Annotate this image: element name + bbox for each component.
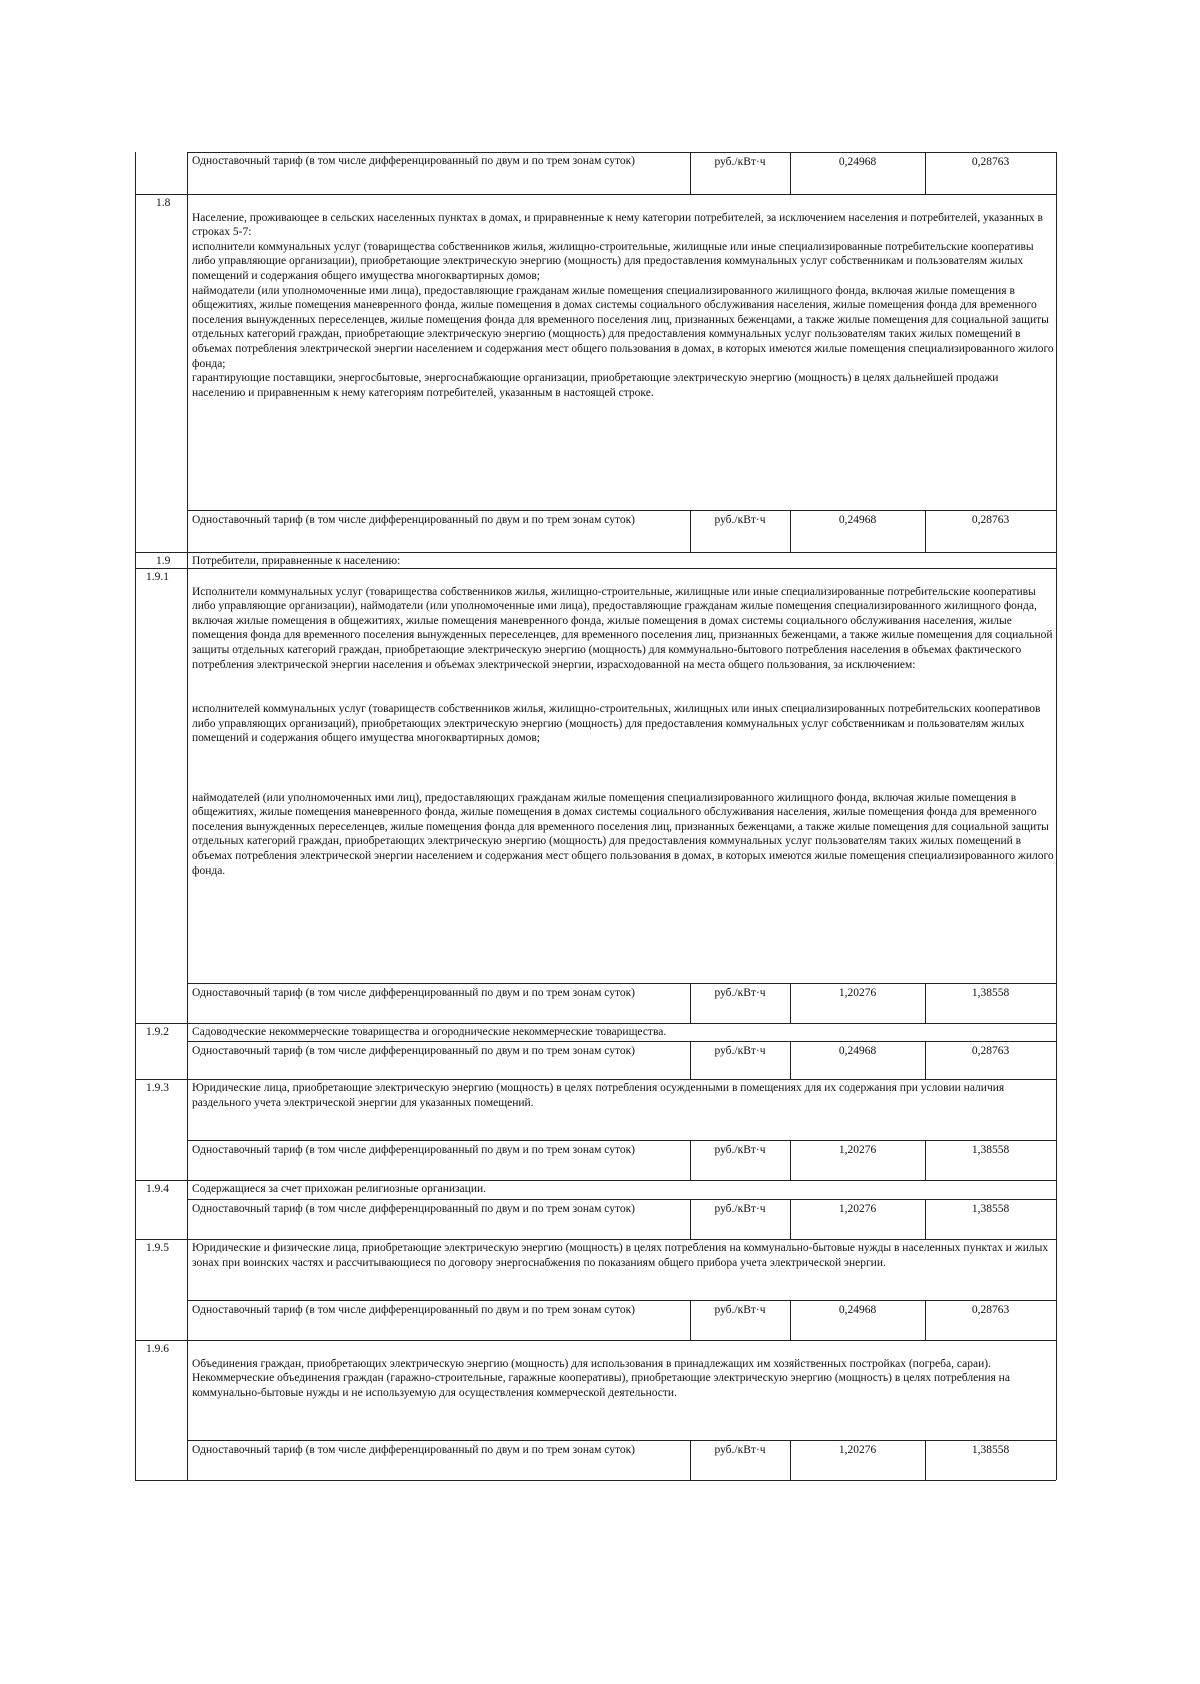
row-text-part: наймодателей (или уполномоченных ими лиц), предоставляющих гражданам жилые помещения специализированного жилищного фонда, включая жилые помещения в общежитиях, жилые помещения маневренного фонда, жилые помещения в домах системы социального обслуживания населения, жилые помещения фонда для временного поселения вынужденных переселенцев, жилые помещения фонда для временного поселения лиц, признанных беженцами, а также жилые помещения для социальной защиты отдельных категорий граждан, приобретающих электрическую энергию (мощность) для предоставления коммунальных услуг пользователям таких жилых помещений в объемах потребления электрической энергии населением и содержания мест общего пользования в домах, в которых имеются жилые помещения специализированного жилого фонда. [192,791,1054,877]
tariff-value-1: 1,20276 [838,1144,877,1156]
row-text-part: наймодатели (или уполномоченные ими лица), предоставляющие гражданам жилые помещения специализированного жилищного фонда, включая жилые помещения в общежитиях, жилые помещения маневренного фонда, жилые помещения в домах системы социального обслуживания населения, жилые помещения фонда для временного поселения вынужденных переселенцев, жилые помещения фонда для временного поселения лиц, признанных беженцами, а также жилые помещения для социальной защиты отдельных категорий граждан, приобретающие электрическую энергию (мощность) для предоставления коммунальных услуг пользователям таких жилых помещений в объемах потребления электрической энергии населением и содержания мест общего пользования в домах, в которых имеются жилые помещения специализированного жилого фонда; [192,284,1054,370]
row-text-part: Объединения граждан, приобретающих электрическую энергию (мощность) для использования в принадлежащих им хозяйственных постройках (погреба, сараи). [192,1357,991,1370]
row-rule [135,1239,1056,1240]
row-text: Содержащиеся за счет прихожан религиозные организации. [192,1183,486,1195]
row-text [192,570,1054,893]
row-number: 1.9.2 [146,1026,169,1038]
row-number: 1.9.1 [146,571,169,583]
tariff-value-2: 0,28763 [971,1304,1010,1316]
tariff-value-1: 0,24968 [838,156,877,168]
table-right-border [1056,152,1057,1480]
tariff-value-2: 1,38558 [971,1203,1010,1215]
row-rule [135,1340,1056,1341]
row-text-part: Некоммерческие объединения граждан (гаражно-строительные, гаражные кооперативы), приобретающие электрическую энергию (мощность) в целях потребления на коммунально-бытовые нужды и не используемую для осуществления коммерческой деятельности. [192,1372,1010,1399]
row-text-part: исполнители коммунальных услуг (товарищества собственников жилья, жилищно-строительные, жилищные или иные специализированные потребительские кооперативы либо управляющие организации), приобретающие электрическую энергию (мощность) для предоставления коммунальных услуг собственникам и пользователям жилых помещений и содержания общего имущества многоквартирных домов; [192,240,1034,282]
tariff-value-2: 0,28763 [971,514,1010,526]
row-text: Юридические лица, приобретающие электрическую энергию (мощность) в целях потребления осужденными в помещениях для их содержания при условии наличия раздельного учета электрической энергии для указанных помещений. [192,1082,1005,1109]
unit-cell: руб./кВт·ч [714,156,766,168]
unit-cell: руб./кВт·ч [714,1444,766,1456]
row-text [192,1342,1054,1400]
row-rule [135,568,1056,569]
tariff-value-2: 0,28763 [971,156,1010,168]
row-number: 1.9.3 [146,1082,169,1094]
table-num-divider [187,152,188,1480]
row-text [192,196,1054,400]
tariff-value-2: 1,38558 [971,1444,1010,1456]
tariff-value-1: 1,20276 [838,1444,877,1456]
tariff-value-1: 0,24968 [838,514,877,526]
tariff-value-2: 1,38558 [971,987,1010,999]
tariff-label: Одноставочный тариф (в том числе дифференцированный по двум и по трем зонам суток) [192,155,636,167]
unit-cell: руб./кВт·ч [714,1304,766,1316]
row-rule [135,194,1056,195]
row-number: 1.9 [156,555,171,567]
unit-cell: руб./кВт·ч [714,1144,766,1156]
tariff-value-2: 1,38558 [971,1144,1010,1156]
row-number: 1.9.5 [146,1242,169,1254]
tariff-value-1: 0,24968 [838,1045,877,1057]
row-rule [135,552,1056,553]
tariff-label: Одноставочный тариф (в том числе дифференцированный по двум и по трем зонам суток) [192,1045,636,1057]
row-text-part: исполнителей коммунальных услуг (товариществ собственников жилья, жилищно-строительных, жилищных или иных специализированных потребительских кооперативов либо управляющих организаций), приобретающих электрическую энергию (мощность) для предоставления коммунальных услуг собственникам и пользователям жилых помещений и содержания общего имущества многоквартирных домов; [192,703,1041,745]
tariff-label: Одноставочный тариф (в том числе дифференцированный по двум и по трем зонам суток) [192,1304,636,1316]
tariff-value-2: 0,28763 [971,1045,1010,1057]
tariff-label: Одноставочный тариф (в том числе дифференцированный по двум и по трем зонам суток) [192,514,636,526]
tariff-label: Одноставочный тариф (в том числе дифференцированный по двум и по трем зонам суток) [192,1444,636,1456]
unit-cell: руб./кВт·ч [714,1045,766,1057]
row-text-part: Исполнители коммунальных услуг (товарищества собственников жилья, жилищно-строительные, жилищные или иные специализированные потребительские кооперативы либо управляющие организации), наймодатели (или уполномоченные ими лица), предоставляющие гражданам жилые помещения специализированного жилищного фонда, включая жилые помещения в общежитиях, жилые помещения маневренного фонда, жилые помещения в домах системы социального обслуживания населения, жилые помещения фонда для временного поселения вынужденных переселенцев, для временного поселения лиц, признанных беженцами, а также жилые помещения для социальной защиты отдельных категорий граждан, приобретающие электрическую энергию (мощность) для коммунально-бытового потребления населения в объемах фактического потребления электрической энергии населения и объемах электрической энергии, израсходованной на места общего пользования, за исключением: [192,585,1053,671]
tariff-label: Одноставочный тариф (в том числе дифференцированный по двум и по трем зонам суток) [192,987,636,999]
row-number: 1.9.6 [146,1343,169,1355]
tariff-label: Одноставочный тариф (в том числе дифференцированный по двум и по трем зонам суток) [192,1144,636,1156]
row-text-part: Население, проживающее в сельских населенных пунктах в домах, и приравненные к нему категории потребителей, за исключением населения и потребителей, указанных в строках 5-7: [192,211,1043,239]
row-rule [135,1023,1056,1024]
row-text-part: гарантирующие поставщики, энергосбытовые, энергоснабжающие организации, приобретающие электрическую энергию (мощность) в целях дальнейшей продажи населению и приравненным к нему категориям потребителей, указанным в настоящей строке. [192,372,999,399]
row-text: Садоводческие некоммерческие товарищества и огороднические некоммерческие товарищества. [192,1026,667,1038]
table-bottom-border [135,1480,1056,1481]
tariff-value-1: 0,24968 [838,1304,877,1316]
table-left-border [135,152,136,1480]
row-rule [135,1079,1056,1080]
row-text: Потребители, приравненные к населению: [192,555,401,567]
unit-cell: руб./кВт·ч [714,514,766,526]
unit-cell: руб./кВт·ч [714,987,766,999]
row-text: Юридические и физические лица, приобретающие электрическую энергию (мощность) в целях потребления на коммунально-бытовые нужды в населенных пунктах и жилых зонах при воинских частях и рассчитывающиеся по договору энергоснабжения по показаниям общего прибора учета электрической энергии. [192,1242,1049,1269]
tariff-value-1: 1,20276 [838,987,877,999]
unit-cell: руб./кВт·ч [714,1203,766,1215]
row-number: 1.9.4 [146,1183,169,1195]
tariff-value-1: 1,20276 [838,1203,877,1215]
tariff-label: Одноставочный тариф (в том числе дифференцированный по двум и по трем зонам суток) [192,1203,636,1215]
row-number: 1.8 [156,197,171,209]
row-rule [135,1180,1056,1181]
